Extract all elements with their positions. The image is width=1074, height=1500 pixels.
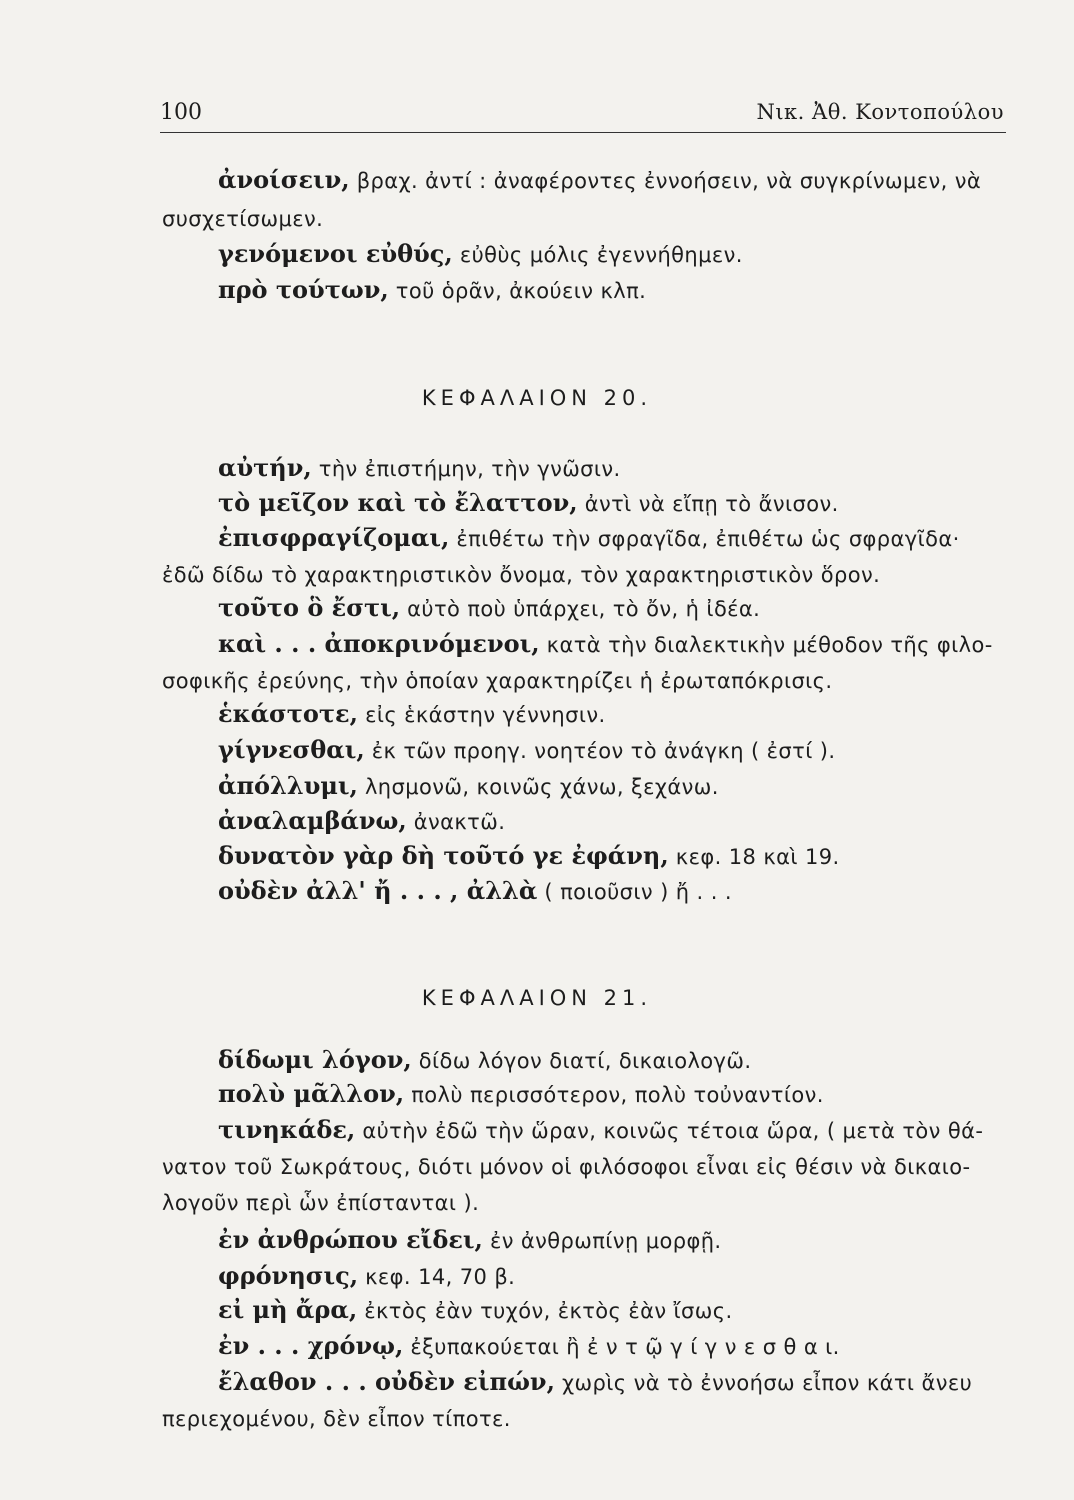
glossary-term: αὐτήν,	[218, 453, 312, 482]
glossary-definition: χωρὶς νὰ τὸ ἐννοήσω εἶπον κάτι ἄνευ	[554, 1371, 973, 1395]
glossary-definition: κεφ. 18 καὶ 19.	[668, 845, 840, 869]
glossary-term: ἀνοίσειν,	[218, 165, 350, 194]
gloss-line	[218, 488, 839, 517]
glossary-definition: ἀνακτῶ.	[406, 810, 506, 834]
glossary-definition: πολὺ περισσότερον, πολὺ τοὐναντίον.	[404, 1083, 824, 1107]
glossary-term: ἀναλαμβάνω,	[218, 806, 407, 835]
page-header	[160, 96, 1006, 133]
glossary-term: τοῦτο ὃ ἔστι,	[218, 593, 401, 622]
gloss-line	[218, 1331, 840, 1360]
glossary-definition: περιεχομένου, δὲν εἶπον τίποτε.	[162, 1407, 511, 1431]
gloss-line	[162, 668, 832, 693]
glossary-definition: κατὰ τὴν διαλεκτικὴν μέθοδον τῆς φιλο-	[539, 633, 993, 657]
glossary-term: πολὺ μᾶλλον,	[218, 1079, 405, 1108]
glossary-term: ἀπόλλυμι,	[218, 771, 358, 800]
glossary-term: καὶ . . . ἀποκρινόμενοι,	[218, 629, 540, 658]
glossary-term: εἰ μὴ ἄρα,	[218, 1295, 358, 1324]
gloss-line	[162, 562, 880, 587]
chapter-heading: ΚΕΦΑΛΑΙΟΝ 21.	[421, 986, 653, 1010]
glossary-term: γίγνεσθαι,	[218, 735, 365, 764]
gloss-line	[218, 1367, 973, 1396]
glossary-term: ἐν . . . χρόνῳ,	[218, 1331, 404, 1360]
glossary-definition: εἰς ἑκάστην γέννησιν.	[358, 703, 606, 727]
glossary-term: πρὸ τούτων,	[218, 275, 389, 304]
chapter-heading: ΚΕΦΑΛΑΙΟΝ 20.	[421, 386, 653, 410]
glossary-definition: ἐν ἀνθρωπίνῃ μορφῇ.	[482, 1229, 722, 1253]
glossary-term: ἐπισφραγίζομαι,	[218, 523, 450, 552]
gloss-line	[218, 629, 993, 658]
glossary-definition: ἐδῶ δίδω τὸ χαρακτηριστικὸν ὄνομα, τὸν χαρακτηριστικὸν ὅρον.	[162, 563, 881, 587]
glossary-definition: τὴν ἐπιστήμην, τὴν γνῶσιν.	[311, 457, 621, 481]
glossary-definition: λησμονῶ, κοινῶς χάνω, ξεχάνω.	[357, 775, 719, 799]
glossary-term: γενόμενοι εὐθύς,	[218, 239, 453, 268]
glossary-term: τὸ μεῖζον καὶ τὸ ἔλαττον,	[218, 488, 578, 517]
glossary-definition: αὐτὴν ἐδῶ τὴν ὥραν, κοινῶς τέτοια ὥρα, ( μετὰ τὸν θά-	[355, 1119, 984, 1143]
gloss-line	[218, 165, 982, 194]
glossary-definition: λογοῦν περὶ ὧν ἐπίστανται ).	[162, 1191, 480, 1215]
glossary-term: φρόνησις,	[218, 1261, 359, 1290]
gloss-line	[162, 206, 323, 231]
glossary-term: οὐδὲν ἀλλ' ἤ . . . , ἀλλὰ	[218, 876, 538, 905]
glossary-definition: βραχ. ἀντί : ἀναφέροντες ἐννοήσειν, νὰ συγκρίνωμεν, νὰ	[349, 169, 982, 193]
glossary-definition: ἐκτὸς ἐὰν τυχόν, ἐκτὸς ἐὰν ἴσως.	[357, 1299, 733, 1323]
gloss-line	[218, 239, 743, 268]
gloss-line	[162, 1406, 511, 1431]
glossary-definition: σοφικῆς ἐρεύνης, τὴν ὁποίαν χαρακτηρίζει ἡ ἐρωταπόκρισις.	[162, 669, 833, 693]
gloss-line	[218, 1045, 752, 1074]
gloss-line	[218, 735, 836, 764]
gloss-line	[218, 1079, 824, 1108]
glossary-definition: ἐκ τῶν προηγ. νοητέον τὸ ἀνάγκη ( ἐστί ).	[364, 739, 836, 763]
gloss-line	[218, 523, 960, 552]
glossary-definition: ἐπιθέτω τὴν σφραγῖδα, ἐπιθέτω ὡς σφραγῖδα·	[449, 527, 960, 551]
gloss-line	[218, 876, 732, 905]
glossary-definition: αὐτὸ ποὺ ὑπάρχει, τὸ ὄν, ἡ ἰδέα.	[400, 597, 761, 621]
glossary-definition: εὐθὺς μόλις ἐγεννήθημεν.	[452, 243, 743, 267]
gloss-line	[162, 1154, 970, 1179]
gloss-line	[218, 275, 647, 304]
gloss-line	[218, 806, 506, 835]
glossary-definition: συσχετίσωμεν.	[162, 207, 324, 231]
gloss-line	[218, 453, 621, 482]
glossary-term: ἑκάστοτε,	[218, 699, 358, 728]
gloss-line	[218, 841, 840, 870]
glossary-definition: νατον τοῦ Σωκράτους, διότι μόνον οἱ φιλόσοφοι εἶναι εἰς θέσιν νὰ δικαιο-	[162, 1155, 971, 1179]
gloss-line	[218, 1295, 733, 1324]
glossary-definition: ἀντὶ νὰ εἴπῃ τὸ ἄνισον.	[577, 492, 839, 516]
glossary-definition: δίδω λόγον διατί, δικαιολογῶ.	[411, 1049, 752, 1073]
glossary-term: δυνατὸν γὰρ δὴ τοῦτό γε ἐφάνη,	[218, 841, 669, 870]
running-head: Νικ. Ἀθ. Κοντοπούλου	[756, 100, 1004, 124]
gloss-line	[218, 699, 606, 728]
gloss-line	[218, 1261, 516, 1290]
gloss-line	[218, 1225, 722, 1254]
gloss-line	[218, 1115, 984, 1144]
glossary-definition: τοῦ ὁρᾶν, ἀκούειν κλπ.	[388, 279, 647, 303]
glossary-definition: ἐξυπακούεται ἢ ἐ ν τ ῷ γ ί γ ν ε σ θ α ι.	[403, 1335, 840, 1359]
glossary-term: τινηκάδε,	[218, 1115, 356, 1144]
gloss-line	[218, 771, 719, 800]
glossary-term: ἐν ἀνθρώπου εἴδει,	[218, 1225, 483, 1254]
gloss-line	[162, 1190, 479, 1215]
glossary-definition: κεφ. 14, 70 β.	[358, 1265, 516, 1289]
page-number: 100	[160, 100, 202, 125]
glossary-term: ἔλαθον . . . οὐδὲν εἰπών,	[218, 1367, 555, 1396]
glossary-term: δίδωμι λόγον,	[218, 1045, 412, 1074]
glossary-definition: ( ποιοῦσιν ) ἤ . . .	[537, 880, 732, 904]
gloss-line	[218, 593, 761, 622]
